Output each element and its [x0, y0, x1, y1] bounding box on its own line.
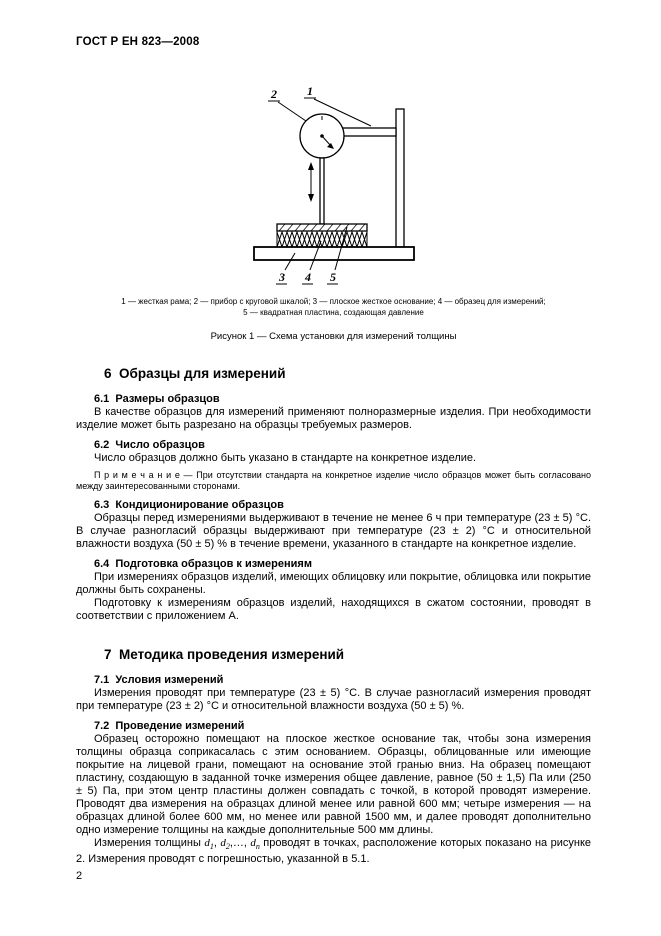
callout-4: 4 [304, 270, 311, 284]
section7-title: 7 Методика проведения измерений [104, 647, 345, 662]
page-number: 2 [76, 870, 83, 882]
section6-title: 6 Образцы для измерений [104, 366, 286, 381]
plunger-rod [320, 158, 324, 224]
section62-title: 6.2 Число образцов [94, 439, 205, 451]
section62-paragraph: Число образцов должно быть указано в стандарте на конкретное изделие. [94, 452, 477, 464]
section63-title: 6.3 Кондиционирование образцов [94, 499, 284, 511]
s72p2-d1: d [204, 837, 210, 849]
figure1 [76, 84, 591, 342]
movement-arrow-down [308, 194, 314, 202]
s72p2-pre: Измерения толщины [94, 837, 205, 849]
document-header: ГОСТ Р ЕН 823—2008 [76, 36, 200, 48]
section61-paragraph: В качестве образцов для измерений применяют полноразмерные изделия. При необходимости изделие может быть разрезано на образцы требуемых размеров. [76, 406, 591, 431]
base-plate [254, 247, 414, 260]
s72p2-d2: d [220, 837, 226, 849]
specimen [277, 231, 367, 247]
s72p2-sub1: 1 [209, 842, 214, 852]
section64-paragraph1: При измерениях образцов изделий, имеющих облицовку или покрытие, облицовка или покрытие должны быть сохранены. [76, 571, 591, 596]
figure1-legend-line2: 5 — квадратная пластина, создающая давление [243, 308, 424, 317]
s72p2-dn: d [250, 837, 256, 849]
figure1-legend-line1: 1 — жесткая рама; 2 — прибор с круговой шкалой; 3 — плоское жесткое основание; 4 — образец для измерений; [121, 297, 546, 306]
section62-note: П р и м е ч а н и е — При отсутствии стандарта на конкретное изделие число образцов может быть согласовано между заинтересованными сторонами. [76, 470, 591, 491]
section72-paragraph1: Образец осторожно помещают на плоское жесткое основание так, чтобы зона измерения толщины образца соприкасалась с этим основанием. Образцы, облицованные или имеющие покрытие на лицевой грани, помещают на основание этой гранью вниз. На образец помещают пластину, создающую в заданной точке измерения общее давление, равное (50 ± 1,5) Па или (250 ± 5) Па, при этом центр пластины должен совпадать с точкой, в которой проводят измерение. Проводят два измерения на образцах длиной менее или равной 600 мм; четыре измерения — на образцах длиной более 600 мм, но менее или равной 1500 мм, и далее проводят дополнительно одно измерение толщины на каждые дополнительные 500 мм длины. [76, 733, 591, 836]
figure1-thickness-gauge-diagram [219, 84, 449, 289]
section72-paragraph2 [76, 837, 591, 866]
figure1-caption: Рисунок 1 — Схема установки для измерений толщины [210, 331, 457, 342]
section61-title: 6.1 Размеры образцов [94, 393, 220, 405]
callout-2-leader [278, 102, 306, 121]
frame-arm [342, 128, 396, 136]
section64-paragraph2: Подготовку к измерениям образцов изделий, находящихся в сжатом состоянии, проводят в соответствии с приложением А. [76, 597, 591, 622]
section64-title: 6.4 Подготовка образцов к измерениям [94, 558, 312, 570]
callout-1: 1 [306, 84, 313, 98]
callout-2: 2 [270, 87, 277, 101]
figure1-legend [76, 296, 591, 318]
s72p2-subn: n [255, 842, 260, 852]
section71-title: 7.1 Условия измерений [94, 674, 224, 686]
section63-paragraph: Образцы перед измерениями выдерживают в течение не менее 6 ч при температуре (23 ± 5) °С. В случае разногласий образцы выдерживают при температуре (23 ± 2) °С и относительной влажности воздуха (50 ± 5) % в течение времени, указанного в стандарте на конкретное изделие. [76, 512, 591, 550]
s72p2-sep2: ,…, [229, 837, 251, 849]
s72p2-post: проводят в точках, расположение которых показано на рисунке 2. Измерения проводят с погрешностью, указанной в 5.1. [76, 837, 592, 866]
s72p2-sep1: , [213, 837, 221, 849]
movement-arrow-up [308, 162, 314, 170]
callout-5: 5 [329, 270, 336, 284]
section71-paragraph: Измерения проводят при температуре (23 ± 5) °С. В случае разногласий измерения проводят при температуре (23 ± 2) °С и относительной влажности воздуха (50 ± 5) %. [76, 687, 591, 712]
section72-title: 7.2 Проведение измерений [94, 720, 245, 732]
callout-3: 3 [278, 270, 285, 284]
frame-post [396, 109, 404, 247]
s72p2-sub2: 2 [225, 842, 230, 852]
